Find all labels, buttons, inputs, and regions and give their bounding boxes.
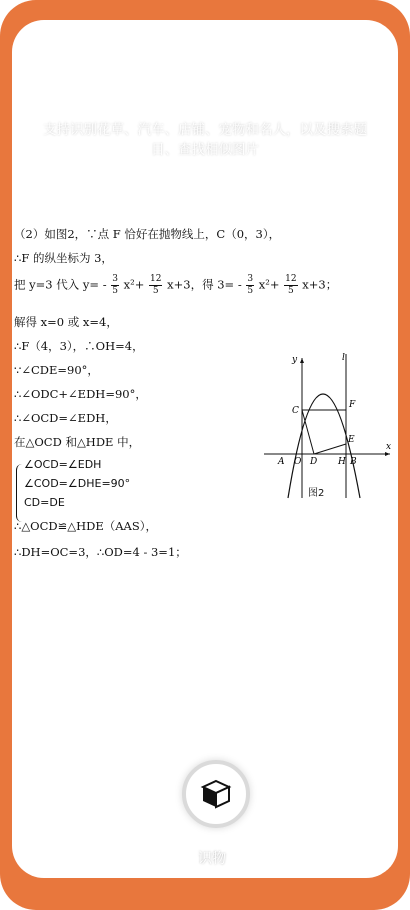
fire-icon[interactable] — [132, 788, 158, 814]
doc-line: ∵∠CDE=90°， — [14, 363, 99, 377]
doc-line: 把 y=3 代入 y= - $\frac{3}{5}$ x²+ $\frac{12}{5}$ x+3，得 3= - $\frac{3}{5}$ x²+ $\frac{12}{5}$ x+3； — [14, 274, 338, 296]
doc-line: ∴∠ODC+∠EDH=90°， — [14, 387, 147, 401]
point-label-e: E — [348, 435, 355, 445]
doc-line: ∴F（4，3），∴OH=4， — [14, 339, 144, 353]
svg-text:字: 字 — [12, 794, 25, 808]
point-label-c: C — [292, 406, 299, 416]
figure-caption: 图2 — [308, 488, 325, 499]
more-vertical-icon[interactable] — [376, 66, 386, 96]
doc-line: 在△OCD 和△HDE 中， — [14, 435, 141, 449]
geometry-figure — [262, 350, 392, 500]
point-label-o: O — [294, 457, 302, 467]
doc-line: 解得 x=0 或 x=4， — [14, 315, 118, 329]
watermark-brand: 经验 — [322, 845, 355, 864]
watermark-url: jingyan.baidu.com — [300, 862, 393, 873]
doc-line: ∴∠OCD=∠EDH， — [14, 411, 117, 425]
point-label-a: A — [278, 457, 285, 467]
image-icon[interactable] — [40, 64, 66, 90]
cube-icon — [200, 778, 232, 810]
point-label-f: F — [349, 400, 356, 410]
mode-label-object[interactable]: 识物 — [198, 851, 226, 867]
hint-text: 支持识别花草、汽车、店铺、宠物和名人，以及搜索题目、查找相似图片 — [43, 122, 367, 158]
doc-line: ∴F 的纵坐标为 3， — [14, 251, 113, 265]
doc-line: ∠OCD=∠EDH — [24, 458, 102, 471]
axis-label-y: y — [292, 355, 298, 365]
point-label-h: H — [338, 457, 346, 467]
translate-icon[interactable] — [12, 788, 28, 812]
fraction: $\frac{12}{5}$ — [150, 274, 162, 296]
camera-screen — [12, 20, 398, 878]
point-label-b: B — [350, 457, 357, 467]
doc-line: ∴DH=OC=3，∴OD=4 - 3=1； — [14, 545, 187, 559]
fraction: $\frac{3}{5}$ — [247, 274, 254, 296]
shutter-button[interactable] — [182, 760, 250, 828]
line-label-l: l — [342, 353, 345, 363]
fraction: $\frac{3}{5}$ — [112, 274, 118, 296]
doc-line: （2）如图2，∵点 F 恰好在抛物线上，C（0，3）， — [14, 227, 281, 241]
shopping-bag-icon[interactable] — [66, 788, 92, 814]
paw-icon — [294, 840, 318, 864]
fraction: $\frac{12}{5}$ — [285, 274, 297, 296]
baidu-jingyan-watermark — [280, 840, 393, 876]
doc-line: ∴△OCD≌△HDE（AAS）， — [14, 519, 157, 533]
point-label-d: D — [310, 457, 318, 467]
doc-line: ∠COD=∠DHE=90° — [24, 477, 131, 490]
doc-line: CD=DE — [24, 496, 65, 509]
brace — [16, 464, 25, 522]
axis-label-x: x — [386, 442, 392, 452]
